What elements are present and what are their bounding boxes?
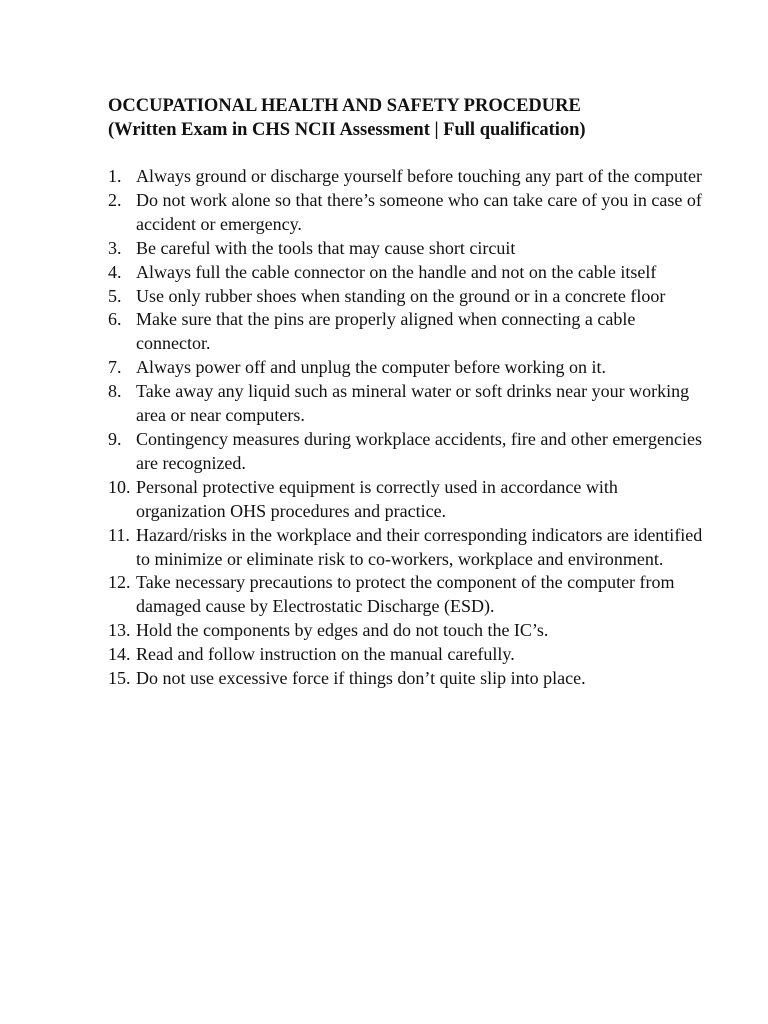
list-item-text: Read and follow instruction on the manual carefully. (136, 644, 515, 665)
list-item-number: 8. (108, 381, 122, 402)
list-item (108, 165, 708, 189)
list-item-number: 14. (108, 644, 131, 665)
list-item (108, 667, 708, 691)
list-item (108, 285, 708, 309)
list-item (108, 261, 708, 285)
list-item (108, 524, 708, 572)
list-item-number: 6. (108, 309, 122, 330)
list-item-text: Take necessary precautions to protect the component of the computer from damaged cause by Electrostatic Discharge (ESD). (136, 572, 675, 617)
list-item (108, 189, 708, 237)
list-item (108, 380, 708, 428)
list-item-number: 7. (108, 357, 122, 378)
list-item (108, 619, 708, 643)
list-item-text: Be careful with the tools that may cause short circuit (136, 237, 516, 258)
title-line-1: OCCUPATIONAL HEALTH AND SAFETY PROCEDURE (108, 96, 581, 116)
list-item (108, 428, 708, 476)
list-item-number: 15. (108, 668, 131, 689)
list-item-number: 5. (108, 285, 122, 306)
list-item-text: Hold the components by edges and do not touch the IC’s. (136, 620, 549, 641)
list-item-number: 2. (108, 189, 122, 210)
list-item-text: Do not work alone so that there’s someone who can take care of you in case of accident or emergency. (136, 189, 702, 234)
list-item-number: 4. (108, 261, 122, 282)
list-item-number: 13. (108, 620, 131, 641)
list-item-text: Use only rubber shoes when standing on the ground or in a concrete floor (136, 285, 666, 306)
list-item-text: Take away any liquid such as mineral water or soft drinks near your working area or near computers. (136, 381, 690, 426)
list-item (108, 476, 708, 524)
list-item-text: Always power off and unplug the computer before working on it. (136, 357, 607, 378)
list-item-number: 3. (108, 237, 122, 258)
title-line-2: (Written Exam in CHS NCII Assessment | Full qualification) (108, 120, 586, 140)
procedure-list (108, 165, 708, 691)
list-item-number: 10. (108, 476, 131, 497)
list-item-number: 11. (108, 524, 130, 545)
list-item (108, 643, 708, 667)
list-item-text: Make sure that the pins are properly aligned when connecting a cable connector. (136, 309, 636, 354)
document-title (108, 94, 708, 142)
list-item (108, 308, 708, 356)
list-item (108, 356, 708, 380)
list-item (108, 571, 708, 619)
list-item-text: Hazard/risks in the workplace and their corresponding indicators are identified to minimize or eliminate risk to co-workers, workplace and environment. (136, 524, 703, 569)
list-item (108, 237, 708, 261)
list-item-text: Do not use excessive force if things don’t quite slip into place. (136, 668, 586, 689)
list-item-text: Always full the cable connector on the handle and not on the cable itself (136, 261, 657, 282)
list-item-text: Contingency measures during workplace accidents, fire and other emergencies are recognized. (136, 428, 702, 473)
list-item-number: 12. (108, 572, 131, 593)
list-item-text: Always ground or discharge yourself before touching any part of the computer (136, 166, 702, 186)
list-item-number: 9. (108, 428, 122, 449)
list-item-text: Personal protective equipment is correctly used in accordance with organization OHS procedures and practice. (136, 476, 618, 521)
list-item-number: 1. (108, 166, 122, 186)
